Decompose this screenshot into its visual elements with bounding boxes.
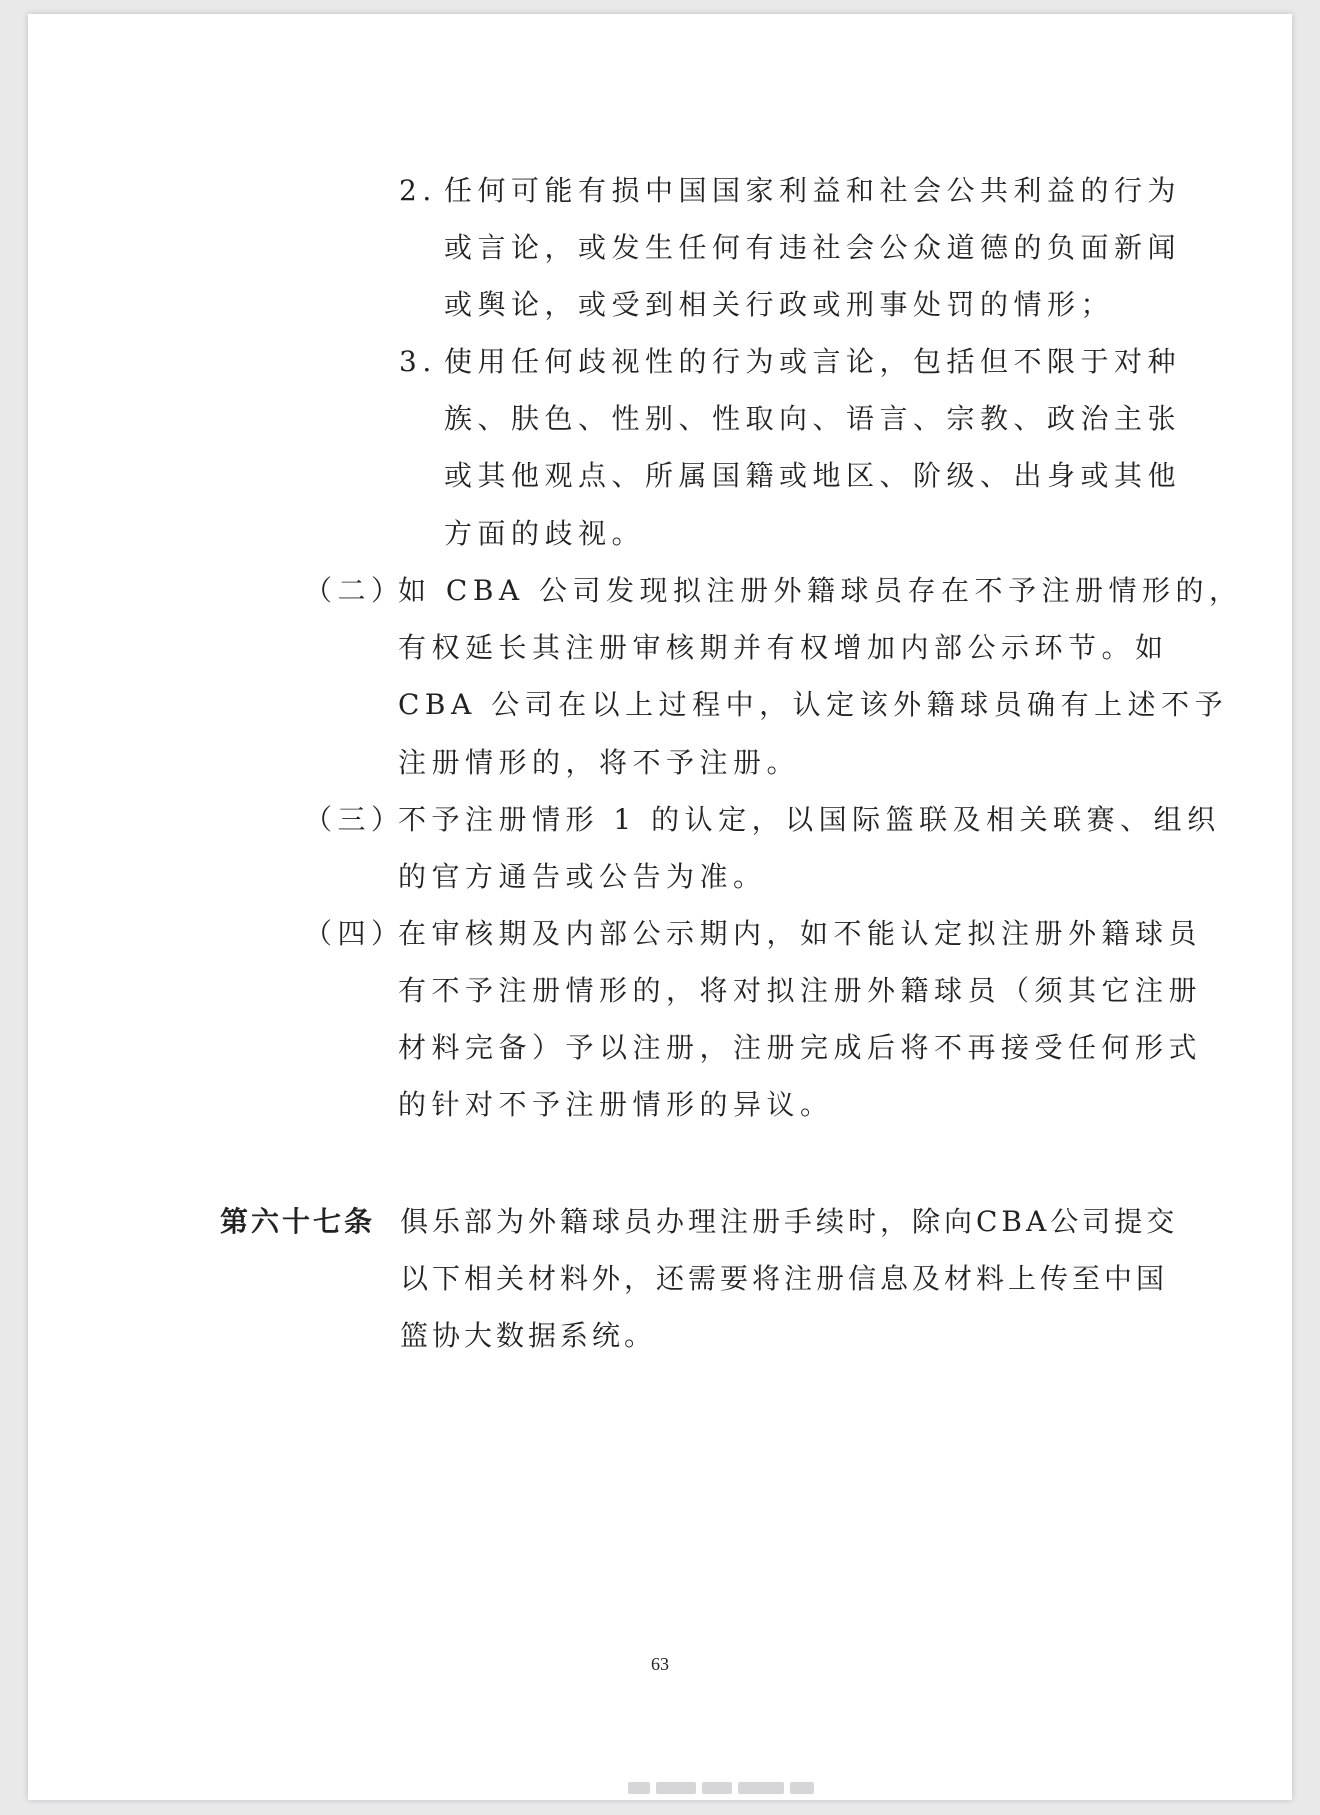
item-2-text: 任何可能有损中国国家利益和社会公共利益的行为 — [444, 174, 1182, 207]
item-3-text: 或其他观点、所属国籍或地区、阶级、出身或其他 — [444, 459, 1182, 492]
item-3-number: 3. — [399, 345, 437, 378]
item-3-text: 方面的歧视。 — [444, 517, 646, 550]
document-page — [28, 14, 1292, 1800]
article-67-text: 以下相关材料外，还需要将注册信息及材料上传至中国 — [400, 1262, 1169, 1295]
clause-2-marker: （二） — [304, 574, 405, 607]
clause-4-text: 的针对不予注册情形的异议。 — [398, 1088, 834, 1121]
clause-4-text: 有不予注册情形的，将对拟注册外籍球员（须其它注册 — [398, 974, 1203, 1007]
watermark — [628, 1782, 818, 1796]
clause-3-text: 不予注册情形 1 的认定，以国际篮联及相关联赛、组织 — [398, 803, 1221, 836]
clause-3-text: 的官方通告或公告为准。 — [398, 860, 767, 893]
item-2-text: 或舆论，或受到相关行政或刑事处罚的情形； — [444, 288, 1115, 321]
clause-3-marker: （三） — [304, 803, 405, 836]
clause-2-text: 注册情形的，将不予注册。 — [398, 746, 801, 779]
clause-2-text: CBA 公司在以上过程中，认定该外籍球员确有上述不予 — [398, 688, 1229, 721]
clause-4-text: 在审核期及内部公示期内，如不能认定拟注册外籍球员 — [398, 917, 1203, 950]
item-3-text: 使用任何歧视性的行为或言论，包括但不限于对种 — [444, 345, 1182, 378]
item-3-text: 族、肤色、性别、性取向、语言、宗教、政治主张 — [444, 402, 1182, 435]
page-number: 63 — [651, 1654, 669, 1674]
article-67-label: 第六十七条 — [220, 1205, 376, 1238]
clause-2-text: 如 CBA 公司发现拟注册外籍球员存在不予注册情形的， — [398, 574, 1243, 607]
article-67-text: 篮协大数据系统。 — [400, 1319, 657, 1352]
article-67-text: 俱乐部为外籍球员办理注册手续时，除向CBA公司提交 — [400, 1205, 1179, 1238]
item-2-number: 2. — [399, 174, 437, 207]
clause-4-text: 材料完备）予以注册，注册完成后将不再接受任何形式 — [398, 1031, 1203, 1064]
item-2-text: 或言论，或发生任何有违社会公众道德的负面新闻 — [444, 231, 1182, 264]
clause-2-text: 有权延长其注册审核期并有权增加内部公示环节。如 — [398, 631, 1169, 664]
clause-4-marker: （四） — [304, 917, 405, 950]
